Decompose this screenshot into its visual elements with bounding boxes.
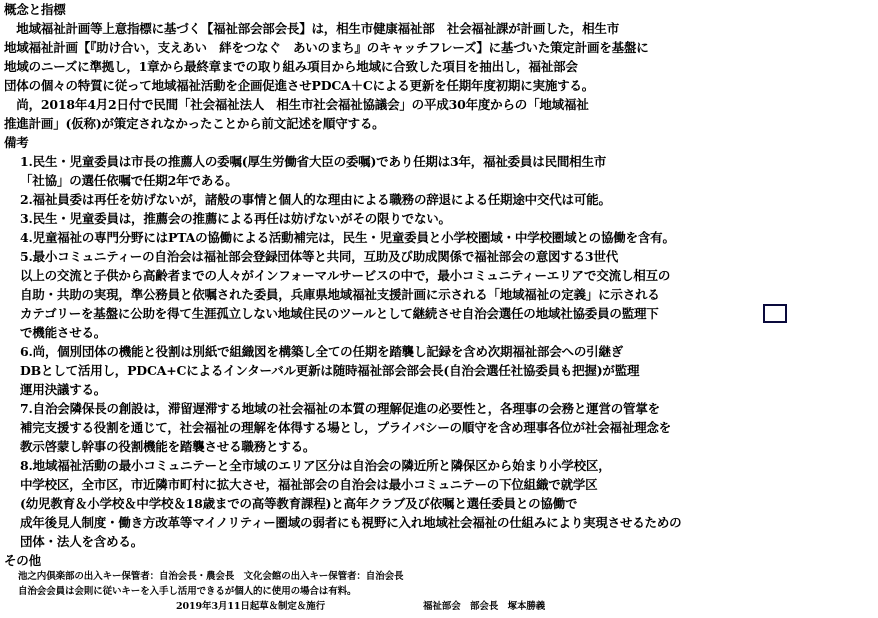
remarks-line: 「社協」の選任依嘱で任期2年である。: [20, 173, 238, 188]
concept-line: 推進計画」(仮称)が策定されなかったことから前文記述を順守する。: [4, 116, 385, 131]
key-holder-note: 池之内倶楽部の出入キー保管者：自治会長・農会長 文化会館の出入キー保管者：自治会長: [18, 571, 404, 582]
remarks-line: カテゴリーを基盤に公助を得て生涯孤立しない地域住民のツールとして継続させ自治会選任の地域社協委員の監理下: [20, 306, 659, 321]
concept-line: 団体の個々の特質に従って地域福祉活動を企画促進させPDCA＋Cによる更新を任期年度初期に実施する。: [4, 78, 595, 93]
concept-line: 地域福祉計画等上意指標に基づく【福祉部会部会長】は，相生市健康福祉部 社会福祉課が計画した，相生市: [4, 21, 620, 36]
author-signature: 福祉部会 部会長 塚本勝義: [423, 601, 546, 612]
remarks-line: 4.児童福祉の専門分野にはPTAの協働による活動補完は，民生・児童委員と小学校圏域・中学校圏域との協働を含有。: [20, 230, 675, 245]
remarks-line: 6.尚，個別団体の機能と役割は別紙で組織図を構築し全ての任期を踏襲し記録を含め次期福祉部会への引継ぎ: [20, 344, 624, 359]
remarks-line: 3.民生・児童委員は，推薦会の推薦による再任は妨げないがその限りでない。: [20, 211, 451, 226]
concept-line: 地域福祉計画【『助け合い，支えあい 絆をつなぐ あいのまち』のキャッチフレーズ】に基づいた策定計画を基盤に: [4, 40, 649, 55]
remarks-line: (幼児教育＆小学校＆中学校＆18歳までの高等教育課程)と高年クラブ及び依嘱と選任委員との協働で: [20, 496, 578, 511]
remarks-line: 補完支援する役割を通じて，社会福祉の理解を体得する場とし，プライバシーの順守を含め理事各位が社会福祉理念を: [20, 420, 672, 435]
remarks-line: 以上の交流と子供から高齢者までの人々がインフォーマルサービスの中で，最小コミュニティーエリアで交流し相互の: [20, 268, 671, 283]
concept-line: 地域のニーズに準拠し，1章から最終章までの取り組み項目から地域に合致した項目を抽出し，福祉部会: [4, 59, 578, 74]
section-heading-remarks: 備考: [4, 135, 29, 150]
remarks-line: 8.地域福祉活動の最小コミュニテーと全市域のエリア区分は自治会の隣近所と隣保区から始まり小学校区，: [20, 458, 611, 473]
remarks-line: 2.福祉員委は再任を妨げないが，諸般の事情と個人的な理由による職務の辞退による任期途中交代は可能。: [20, 192, 611, 207]
member-key-note: 自治会会員は会則に従いキーを入手し活用できるが個人的に使用の場合は有料。: [18, 586, 357, 597]
remarks-line: 運用決議する。: [20, 382, 107, 397]
section-heading-other: その他: [4, 553, 41, 568]
remarks-line: 中学校区，全市区，市近隣市町村に拡大させ，福祉部会の自治会は最小コミュニテーの下位組織で就学区: [20, 477, 598, 492]
remarks-line: DBとして活用し，PDCA+Cによるインターバル更新は随時福祉部会部会長(自治会選任社協委員も把握)が監理: [20, 363, 640, 378]
enactment-date: 2019年3月11日起草＆制定＆施行: [176, 601, 325, 612]
remarks-line: 5.最小コミュニティーの自治会は福祉部会登録団体等と共同，互助及び助成関係で福祉部会の意図する3世代: [20, 249, 618, 264]
remarks-line: 団体・法人を含める。: [20, 534, 144, 549]
remarks-line: 自助・共助の実現，準公務員と依嘱された委員，兵庫県地域福祉支援計画に示される「地域福祉の定義」に示される: [20, 287, 660, 302]
concept-line: 尚，2018年4月2日付で民間「社会福祉法人 相生市社会福祉協議会」の平成30年度からの「地域福祉: [4, 97, 589, 112]
remarks-line: 成年後見人制度・働き方改革等マイノリティー圏域の弱者にも視野に入れ地域社会福祉の仕組みにより実現させるための: [20, 515, 682, 530]
remarks-line: 7.自治会隣保長の創設は，滞留遅滞する地域の社会福祉の本質の理解促進の必要性と，各理事の会務と運営の管掌を: [20, 401, 660, 416]
remarks-line: で機能させる。: [20, 325, 107, 340]
text-selection-cursor[interactable]: [763, 304, 787, 323]
remarks-line: 教示啓蒙し幹事の役割機能を踏襲させる職務とする。: [20, 439, 316, 454]
remarks-line: 1.民生・児童委員は市長の推薦人の委嘱(厚生労働省大臣の委嘱)であり任期は3年，福祉委員は民間相生市: [20, 154, 607, 169]
section-heading-concept: 概念と指標: [4, 2, 66, 17]
